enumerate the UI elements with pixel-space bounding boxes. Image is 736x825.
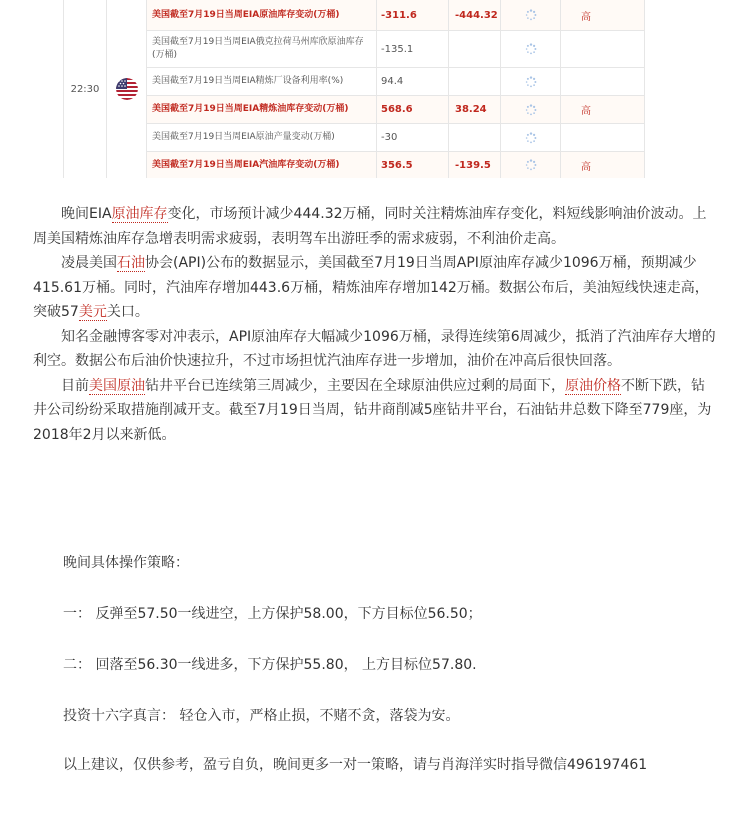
table-row [147, 152, 644, 178]
actual-value: 356.5 [377, 152, 449, 178]
keyword-link-oil[interactable]: 石油 [117, 255, 145, 271]
table-row [147, 0, 644, 31]
release-time-cell [64, 0, 107, 178]
investment-motto: 投资十六字真言： 轻仓入市，严格止损，不赌不贪，落袋为安。 [63, 708, 460, 724]
release-time: 22:30 [70, 83, 100, 95]
us-flag-icon [116, 78, 138, 100]
text: 晚间EIA [61, 206, 112, 222]
strategy-title: 晚间具体操作策略： [63, 555, 189, 571]
text: 钻井平台已连续第三周减少，主要因在全球原油供应过剩的局面下， [145, 377, 565, 394]
importance-level [561, 31, 644, 67]
actual-value: 94.4 [377, 68, 449, 95]
indicator-name: 美国截至7月19日当周EIA原油产量变动(万桶) [147, 124, 377, 151]
paragraph-eia [33, 202, 717, 251]
country-cell [107, 0, 147, 178]
loading-dots-icon [525, 43, 537, 55]
loading-dots-icon [525, 9, 537, 21]
forecast-value [449, 68, 501, 95]
keyword-link-crude-inventory[interactable]: 原油库存 [111, 206, 168, 222]
indicator-name: 美国截至7月19日当周EIA汽油库存变动(万桶) [147, 152, 377, 178]
text: 知名金融博客零对冲表示，API原油库存大幅减少1096万桶，录得连续第6周减少，抵消了汽油库存大增的利空。数据公布后油价快速拉升，不过市场担忧汽油库存进一步增加，油价在冲高后很快回落。 [33, 328, 716, 369]
strategy-one: 一： 反弹至57.50一线进空，上方保护58.00，下方目标位56.50； [63, 606, 482, 622]
loading-dots-icon [525, 76, 537, 88]
impact-cell [501, 152, 561, 178]
article-body [33, 202, 717, 447]
actual-value: -135.1 [377, 31, 449, 67]
loading-dots-icon [525, 159, 537, 171]
impact-cell [501, 31, 561, 67]
strategy-two: 二： 回落至56.30一线进多，下方保护55.80， 上方目标位57.80. [63, 657, 477, 673]
actual-value: 568.6 [377, 96, 449, 123]
impact-cell [501, 0, 561, 30]
keyword-link-usd[interactable]: 美元 [78, 304, 107, 320]
importance-level: 高 [581, 11, 591, 23]
paragraph-api [33, 251, 717, 325]
indicator-name: 美国截至7月19日当周EIA俄克拉荷马州库欣原油库存(万桶) [147, 31, 377, 67]
forecast-value [449, 124, 501, 151]
forecast-value: 38.24 [449, 96, 501, 123]
actual-value: -311.6 [377, 0, 449, 30]
forecast-value: -139.5 [449, 152, 501, 178]
impact-cell [501, 124, 561, 151]
impact-cell [501, 68, 561, 95]
table-row [147, 96, 644, 124]
keyword-link-us-crude[interactable]: 美国原油 [89, 377, 145, 394]
table-row [147, 124, 644, 152]
table-row [147, 68, 644, 96]
text: 不断下跌，钻井公司纷纷采取措施削减开支。截至7月19日当周，钻井商削减5座钻井平台，石油钻井总数下降至779座，为2018年2月以来新低。 [33, 377, 712, 443]
importance-level: 高 [581, 106, 591, 117]
impact-cell [501, 96, 561, 123]
keyword-link-crude-price[interactable]: 原油价格 [565, 377, 621, 394]
table-row [147, 31, 644, 68]
actual-value: -30 [377, 124, 449, 151]
paragraph-zerohedge [33, 325, 717, 374]
text: 关口。 [106, 304, 149, 320]
forecast-value: -444.32 [449, 0, 501, 30]
indicator-name: 美国截至7月19日当周EIA精炼厂设备利用率(%) [147, 68, 377, 95]
indicator-name: 美国截至7月19日当周EIA精炼油库存变动(万桶) [147, 96, 377, 123]
importance-level [561, 124, 644, 151]
paragraph-rigs [33, 374, 717, 448]
text: 目前 [61, 377, 89, 394]
indicator-name: 美国截至7月19日当周EIA原油库存变动(万桶) [147, 0, 377, 30]
forecast-value [449, 31, 501, 67]
text: 协会(API)公布的数据显示，美国截至7月19日当周API原油库存减少1096万桶，预期减少415.61万桶。同时，汽油库存增加443.6万桶，精炼油库存增加142万桶。数据公布后，美油短线快速走高，突破57 [33, 255, 709, 320]
economic-calendar-table [63, 0, 645, 178]
importance-level: 高 [581, 161, 591, 173]
disclaimer: 以上建议，仅供参考，盈亏自负，晚间更多一对一策略，请与肖海洋实时指导微信496197461 [63, 757, 648, 773]
importance-level [561, 68, 644, 95]
loading-dots-icon [525, 132, 537, 144]
text: 变化，市场预计减少444.32万桶，同时关注精炼油库存变化，料短线影响油价波动。上周美国精炼油库存急增表明需求疲弱，表明驾车出游旺季的需求疲弱，不利油价走高。 [33, 206, 707, 247]
loading-dots-icon [525, 104, 537, 116]
text: 凌晨美国 [61, 255, 117, 271]
